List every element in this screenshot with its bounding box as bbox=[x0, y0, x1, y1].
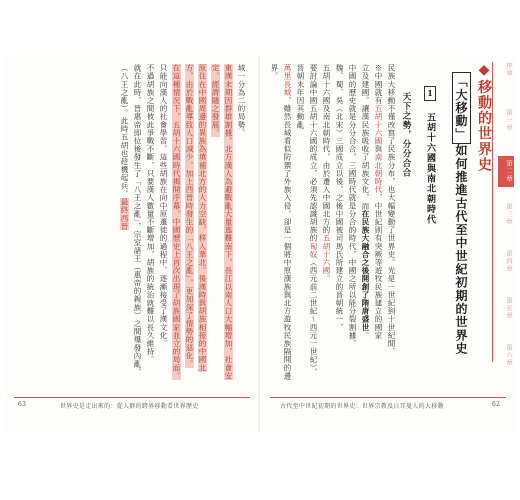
body-text: 立及建國。讓漢民族吸收了胡族文化，而 bbox=[361, 64, 370, 210]
chapter-tab: 第六章 bbox=[505, 344, 513, 367]
subtitle-accent: 「大移動」 bbox=[452, 72, 471, 144]
left-footer-title: 世界史是走出來的：從人群的跨界移動看世界歷史 bbox=[60, 403, 199, 410]
emphasis-text: 萬里長城 bbox=[283, 64, 292, 97]
body-text: 魏、蜀、吳（北宋）三國成立以後，之後中國被司馬氏所建立的晉朝統一， bbox=[335, 64, 344, 332]
section-title: 五胡十六國與南北朝時代 bbox=[425, 112, 435, 225]
body-text: 要討論中國五胡十六國的成立，必須先認識胡族的 bbox=[309, 64, 318, 243]
subtitle-text: 如何推進古代至中世紀初期的世界史 bbox=[454, 144, 468, 356]
body-text: 中國的歷史就是分分合合，三國時代就是分合的時代，中國之所以能分裂割據。 bbox=[348, 64, 357, 348]
footer-divider bbox=[14, 397, 250, 398]
emphasis-text: 最終西晉 bbox=[120, 197, 129, 231]
body-text: ※中國就有 bbox=[374, 64, 383, 105]
body-paragraph bbox=[346, 64, 359, 382]
body-paragraph bbox=[118, 64, 131, 382]
body-text: 只能向漢人的社會學習，這些胡族在向中原遷徙的過程中，逐漸接受了漢文化。 bbox=[159, 64, 168, 348]
emphasis-text: 五胡十六國 bbox=[374, 104, 383, 145]
section-number: 1 bbox=[425, 88, 435, 100]
emphasis-text: 在這種情況下，五胡十六國時代揭開序幕，中國歷史上首次出現了胡族國家並立的局面。 bbox=[172, 64, 181, 380]
chapter-tab: 第二章 bbox=[498, 156, 514, 187]
chapter-tab: 序章 bbox=[505, 62, 513, 77]
body-paragraph bbox=[144, 64, 157, 382]
body-text: （八王之亂）。此時五胡也趁機起兵， bbox=[120, 64, 129, 198]
title-divider bbox=[492, 62, 493, 362]
body-paragraph bbox=[235, 64, 248, 382]
body-paragraph bbox=[385, 64, 398, 382]
emphasis-text: 在民族大融合之後開創了隋唐盛世 bbox=[361, 209, 370, 332]
body-paragraph bbox=[170, 64, 183, 382]
right-footer-title: 古代至中世紀初期的世界史：世界宗教及日耳曼人的大移動 bbox=[280, 403, 444, 410]
section-heading bbox=[424, 86, 437, 225]
body-paragraph bbox=[294, 64, 320, 382]
emphasis-text: 五胡十六國 bbox=[322, 234, 331, 275]
body-text: 域一分為二的局勢。 bbox=[237, 64, 246, 137]
body-paragraph bbox=[268, 64, 294, 382]
body-paragraph bbox=[157, 64, 170, 382]
body-paragraph bbox=[209, 64, 235, 382]
chapter-title: ◆移動的世界史 bbox=[476, 62, 492, 173]
body-text: （西元前二世紀～西元一世紀），晉朝末年因其動亂 bbox=[296, 64, 318, 377]
body-text: 不過胡族之間彼此爭戰不斷，只要漢人數量不斷增加，胡族的統治就難以長久維持。 bbox=[146, 64, 155, 364]
chapter-tab: 第四章 bbox=[505, 250, 513, 273]
left-page-number: 63 bbox=[18, 401, 27, 408]
right-page bbox=[260, 56, 516, 432]
chapter-tab: 第三章 bbox=[505, 203, 513, 226]
body-paragraph bbox=[359, 64, 372, 382]
sub-heading: 天下之勢，分分合合 bbox=[401, 92, 411, 178]
left-page bbox=[4, 56, 260, 432]
footer-divider bbox=[270, 397, 506, 398]
body-text: 就在此時，晉惠帝即位後發生了「八王之亂」，宗室諸王（惠帝的親族）之間爆發內亂， bbox=[133, 64, 142, 377]
body-text: 民族大移動不僅改寫了民族分布，也大幅變動了世界史。光是一世紀到十世紀間， bbox=[387, 64, 396, 356]
body-paragraph bbox=[131, 64, 144, 382]
emphasis-text: 匈奴 bbox=[309, 242, 318, 259]
chapter-subtitle bbox=[452, 72, 471, 355]
body-text: 。 bbox=[322, 274, 331, 283]
emphasis-text: 東漢末期因群雄割據，北方漢人為避戰亂大量逃難南下，長江以南人口大幅增加，社會安定，經濟隨之發展。 bbox=[211, 64, 233, 380]
body-text: 五胡十六國及南北朝時代，由於遷入中國北方的 bbox=[322, 64, 331, 235]
body-text: 與 bbox=[374, 145, 383, 154]
body-paragraph bbox=[183, 64, 209, 382]
right-page-body bbox=[270, 64, 398, 382]
body-paragraph bbox=[333, 64, 346, 382]
left-page-body bbox=[22, 64, 248, 382]
emphasis-text: 南北朝時代 bbox=[374, 153, 383, 194]
emphasis-text: 原住在中國周邊的異族為填補北方的人力空缺，移入華北。後漢時與胡族相接的中國北方，由於戰亂導致人口減少，加上西晉時發生的「八王之亂」，更加深了情勢的惡化。 bbox=[185, 64, 207, 372]
body-text: 。 bbox=[361, 331, 370, 340]
chapter-tab: 第一章 bbox=[505, 109, 513, 132]
body-text: ，雖然長城看似防禦了外族入侵，卻是一個將中原漢族與北方遊牧民族隔開的邊界。 bbox=[270, 64, 292, 380]
right-page-number: 62 bbox=[492, 401, 501, 408]
body-text: ，中世紀則有突厥等遊牧民族建立的國家 bbox=[374, 193, 383, 340]
chapter-tab: 第五章 bbox=[505, 297, 513, 320]
body-paragraph bbox=[320, 64, 333, 382]
body-paragraph bbox=[372, 64, 385, 382]
book-spread bbox=[4, 56, 516, 432]
chapter-navigation bbox=[498, 62, 514, 392]
